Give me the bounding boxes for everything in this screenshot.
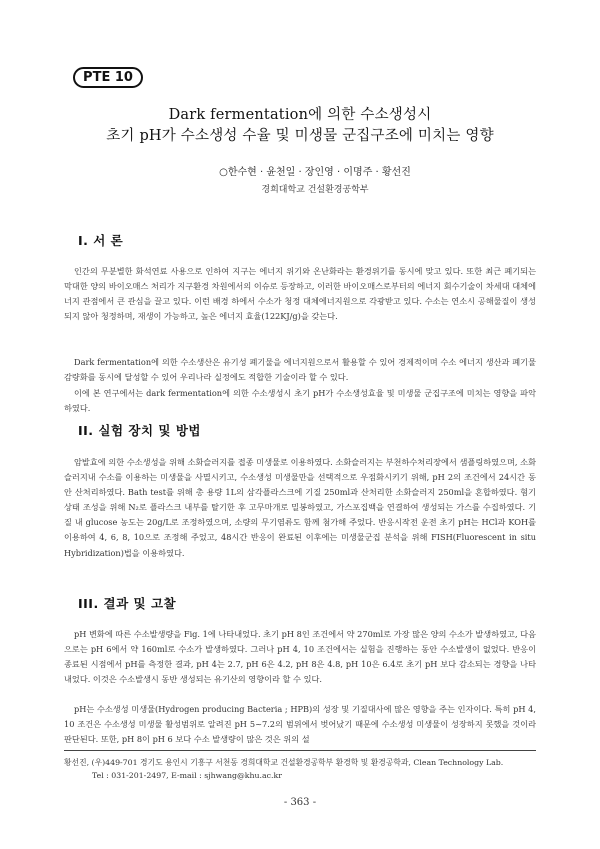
footnote-divider [64, 750, 536, 751]
intro-paragraph-1: 인간의 무분별한 화석연료 사용으로 인하여 지구는 에너지 위기와 온난화라는 환경위기를 동시에 맞고 있다. 또한 최근 폐기되는 막대한 양의 바이오매스 처리가 지구환경 차원에서의 이슈로 등장하고, 이러한 바이오매스로부터의 에너지 회수기술이 차세대 대체에너지 관점에서 큰 관심을 끌고 있다. 이런 배경 하에서 수소가 청정 대체에너지원으로 각광받고 있다. 수소는 연소시 공해물질이 생성되지 않아 청정하며, 재생이 가능하고, 높은 에너지 효율(122KJ/g)을 갖는다. [64, 266, 536, 322]
paper-title-line1: Dark fermentation에 의한 수소생성시 [168, 107, 432, 123]
section-heading-methods: II. 실험 장치 및 방법 [78, 423, 201, 438]
intro-paragraph-3: 이에 본 연구에서는 dark fermentation에 의한 수소생성시 초기 pH가 수소생성효율 및 미생물 군집구조에 미치는 영향을 파악하였다. [64, 388, 536, 414]
footnote [64, 757, 544, 782]
section-heading-intro: I. 서 론 [78, 233, 124, 248]
author-list: ○한수현 · 윤천일 · 장인영 · 이명주 · 황선진 [219, 167, 411, 178]
affiliation: 경희대학교 건설환경공학부 [261, 185, 369, 195]
footnote-contact: Tel : 031-201-2497, E-mail : sjhwang@khu.ac.kr [92, 770, 282, 780]
page-number: - 363 - [283, 797, 317, 808]
section-heading-results: III. 결과 및 고찰 [78, 596, 177, 611]
paper-title-line2: 초기 pH가 수소생성 수율 및 미생물 군집구조에 미치는 영향 [106, 128, 494, 144]
intro-paragraph-2: Dark fermentation에 의한 수소생산은 유기성 폐기물을 에너지원으로서 활용할 수 있어 경제적이며 수소 에너지 생산과 폐기물 감량화를 동시에 달성할 수 있어 우리나라 실정에도 적합한 기술이라 할 수 있다. [64, 357, 536, 383]
footnote-address: 황선진, (우)449-701 경기도 용인시 기흥구 서천동 경희대학교 건설환경공학부 환경학 및 환경공학과, Clean Technology Lab. [64, 758, 504, 767]
session-badge: PTE 10 [73, 67, 143, 88]
results-paragraph-1: pH 변화에 따른 수소발생량을 Fig. 1에 나타내었다. 초기 pH 8인 조건에서 약 270ml로 가장 많은 양의 수소가 발생하였고, 다음으로는 pH 6에서 약 160ml로 수소가 발생하였다. 그러나 pH 4, 10 조건에서는 실험을 진행하는 동안 수소발생이 없었다. 반응이 종료된 시점에서 pH를 측정한 결과, pH 4는 2.7, pH 6은 4.2, pH 8은 4.8, pH 10은 6.4로 초기 pH 보다 감소되는 경향을 나타내었다. 이것은 수소발생시 동반 생성되는 유기산의 영향이라 할 수 있다. [64, 629, 536, 685]
results-paragraph-2: pH는 수소생성 미생물(Hydrogen producing Bacteria ; HPB)의 성장 및 기질대사에 많은 영향을 주는 인자이다. 특히 pH 4, 10 조건은 수소생성 미생물 활성범위로 알려진 pH 5~7.2의 범위에서 벗어났기 때문에 수소생성 미생물이 성장하지 못했을 것이라 판단된다. 또한, pH 8이 pH 6 보다 수소 발생량이 많은 것은 위의 설 [64, 704, 536, 745]
methods-paragraph-1: 암발효에 의한 수소생성을 위해 소화슬러지를 접종 미생물로 이용하였다. 소화슬러지는 부천하수처리장에서 샘플링하였으며, 소화슬러지내 수소를 이용하는 미생물을 사멸시키고, 수소생성 미생물만을 선택적으로 우점화시키기 위해, pH 2의 조건에서 24시간 동안 산처리하였다. Bath test를 위해 총 용량 1L의 삼각플라스크에 기질 250ml과 산처리한 소화슬러지 250ml을 혼합하였다. 혐기상태 조성을 위해 N₂로 플라스크 내부를 탈기한 후 고무마개로 밀봉하였고, 가스포집백을 연결하여 생성되는 가스를 수집하였다. 기질 내 glucose 농도는 20g/L로 조정하였으며, 소량의 무기염류도 함께 첨가해 주었다. 반응시작전 운전 초기 pH는 HCl과 KOH를 이용하여 4, 6, 8, 10으로 조정해 주었고, 48시간 반응이 완료된 이후에는 미생물군집 분석을 위해 FISH(Fluorescent in situ Hybridization)법을 이용하였다. [64, 457, 536, 558]
